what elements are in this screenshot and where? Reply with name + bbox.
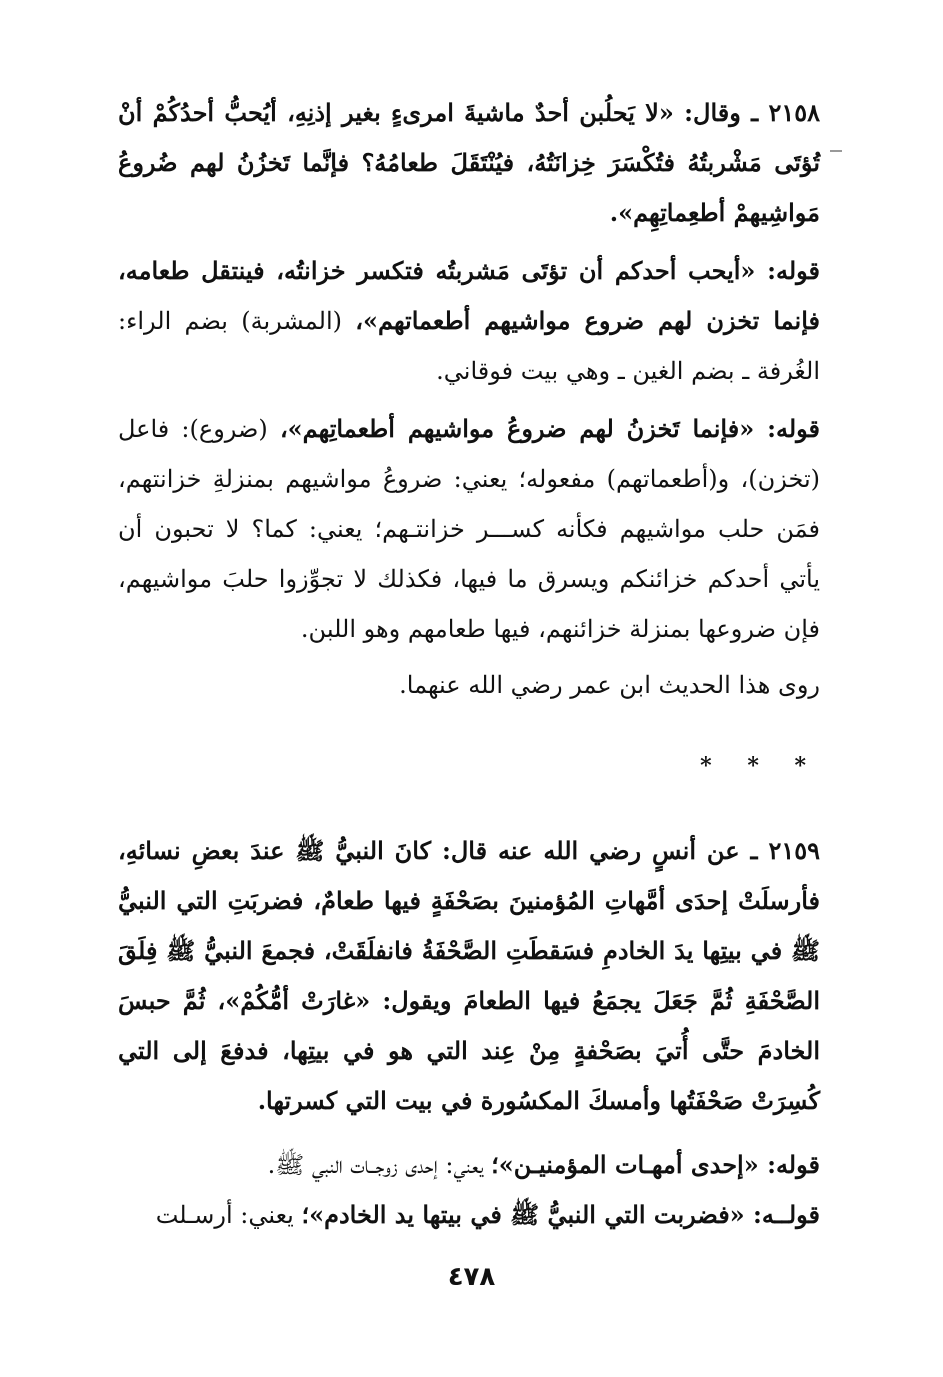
page-number: ٤٧٨: [447, 1262, 496, 1292]
commentary-label: قوله: «أيحب أحدكم أن تؤتَى مَشربتُه فتكسر خزانتُه، فينتقل طعامه، فإنما تخزن لهم ضروع مواشيهم أطعماتهم»،: [118, 256, 820, 335]
commentary-label: قوله: «فإنما تَخزنُ لهم ضروعُ مواشيهم أطعماتِهم»،: [279, 414, 820, 443]
commentary-paragraph: [118, 246, 820, 396]
commentary-body: (ضروع): فاعل (تخزن)، و(أطعماتهم) مفعوله؛ يعني: ضروعُ مواشيهم بمنزلةِ خزانتهم، فمَن حلب مواشيهم فكأنه كســـر خزانتـهم؛ يعني: كما؟ لا تحبون أن يأتي أحدكم خزائنكم ويسرق ما فيها، فكذلك لا تجوِّزوا حلبَ مواشيهم، فإن ضروعها بمنزلة خزائنهم، فيها طعامهم وهو اللبن.: [118, 415, 820, 643]
commentary-paragraph: [118, 404, 820, 654]
commentary-body: يعني: أرسـلت: [155, 1201, 302, 1229]
commentary-body: يعني: إحدى زوجــات النبي ﷺ.: [267, 1151, 492, 1179]
page-body: [118, 88, 820, 1240]
commentary-body: روى هذا الحديث ابن عمر رضي الله عنهما.: [399, 671, 820, 699]
margin-mark: [830, 150, 842, 152]
commentary-paragraph: [118, 1140, 820, 1190]
hadith-2159: ٢١٥٩ ـ عن أنسٍ رضي الله عنه قال: كانَ النبيُّ ﷺ عندَ بعضِ نسائهِ، فأرسلَتْ إحدَى أمَّهاتِ المُؤمنينَ بصَحْفَةٍ فيها طعامٌ، فضربَتِ التي النبيُّ ﷺ في بيتِها يدَ الخادمِ فسَقطَتِ الصَّحْفَةُ فانفلَقَتْ، فجمعَ النبيُّ ﷺ فِلَقَ الصَّحْفَةِ ثُمَّ جَعَلَ يجمَعُ فيها الطعامَ ويقول: «غارَتْ أمُّكُمْ»، ثُمَّ حبسَ الخادمَ حتَّى أُتيَ بصَحْفةٍ مِنْ عِند التي هو في بيتِها، فدفعَ إلى التي كُسِرَتْ صَحْفَتُها وأمسكَ المكسُورة في بيت التي كسرتها.: [118, 836, 820, 1115]
hadith-2158: ٢١٥٨ ـ وقال: «لا يَحلُبن أحدٌ ماشيةَ امرىءٍ بغير إذنِهِ، أيُحبُّ أحدُكُمْ أنْ تُؤتَى مَشْربتُهُ فتُكْسَرَ خِزانَتُهُ، فيُنْتَقَلَ طعامُهُ؟ فإنَّما تَخزُنُ لهم ضُروعُ مَواشِيهمْ أطعِماتِهِم».: [118, 98, 820, 227]
commentary-body: (المشربة) بضم الراء: الغُرفة ـ بضم الغين ـ وهي بيت فوقاني.: [118, 307, 820, 385]
commentary-paragraph: [118, 1190, 820, 1240]
section-separator: * * *: [700, 753, 820, 779]
commentary-label: قولــه: «فضربت التي النبيُّ ﷺ في بيتها يد الخادم»؛: [301, 1200, 820, 1229]
commentary-label: قوله: «إحدى أمهـات المؤمنيـن»؛: [491, 1150, 820, 1179]
narrator-note: [118, 660, 820, 710]
